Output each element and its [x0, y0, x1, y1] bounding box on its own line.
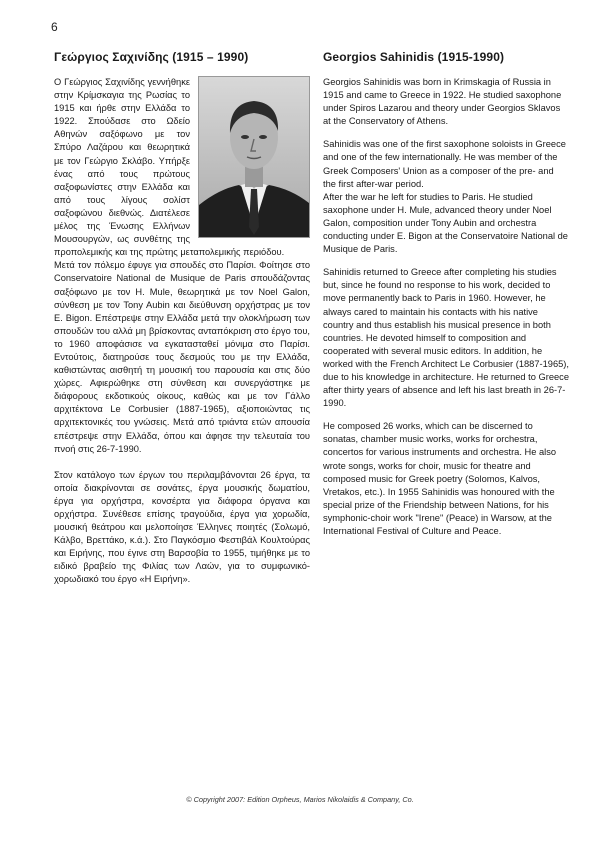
english-heading: Georgios Sahinidis (1915-1990): [323, 50, 505, 64]
english-paragraph-1: Georgios Sahinidis was born in Krimskagia of Russia in 1915 and came to Greece in 1922. He studied saxophone under Spiros Lazarou and theory under Georgios Sklavos at the Conservatory of Athens.: [323, 77, 562, 127]
english-paragraph-2: Sahinidis was one of the first saxophone soloists in Greece and one of the few internationally. He was member of the Greek Composers' Union as a composer of the pre- and the first after-war period.: [323, 139, 566, 189]
english-paragraph-5: He composed 26 works, which can be discerned to sonatas, chamber music works, works for orchestra, concertos for various instruments and orchestra. He also wrote songs, works for choir, music for theatre and composed music for Greek poetry (Solomos, Kalvos, Vretakos, etc.). In 1955 Sahinidis was honoured with the special prize of the Friendship between Nations, for his symphonic-choir work "Irene" (Peace) in Warsow, at the International Festival of Culture and Peace.: [323, 421, 557, 536]
english-column: [323, 50, 569, 538]
greek-intro: [54, 76, 310, 259]
greek-column: [54, 50, 310, 587]
greek-paragraph-2: Μετά τον πόλεμο έφυγε για σπουδές στο Παρίσι. Φοίτησε στο Conservatoire National de Musique de Paris σπουδάζοντας σαξόφωνο με τον H. Mule, θεωρητικά με τον Noel Galon, σύνθεση με τον Tony Aubin και διεύθυνση ορχήστρας με τον E. Bigon. Επέστρεψε στην Ελλάδα μετά την ολοκλήρωση των σπουδών του αλλά μη βρίσκοντας ανταπόκριση στο έργο του, το 1960 αποφάσισε να εγκατασταθεί μόνιμα στο Παρίσι. Εντούτοις, διατηρούσε τους δεσμούς του με την Ελλάδα, καθιστώντας αισθητή τη μουσική του παρουσία και στις δύο χώρες. Αφιερώθηκε στη σύνθεση και συνεργάστηκε με διάφορους εκδοτικούς οίκους, καθώς και με τον Γάλλο αρχιτέκτονα Le Corbusier (1887-1965), αξιοποιώντας τις αρχιτεκτονικές του γνώσεις. Μετά από τριάντα ετών απουσία επέστρεψε στην Ελλάδα, όπου και άφησε την τελευταία του πνοή στις 26-7-1990.: [54, 260, 310, 454]
page-number: 6: [51, 20, 58, 34]
english-paragraph-4: Sahinidis returned to Greece after completing his studies but, since he found no response to his work, decided to move permanently back to Paris in 1960. However, he always cared to maintain his contacts with his native country and thus establish his musical presence in both countries. He devoted himself to composition and cooperated with several music editors. In addition, he worked with the French Architect Le Corbusier (1887-1965), due to his knowledge in architecture. He returned to Greece after thirty years of absence and left his last breath in 26-7-1990.: [323, 267, 569, 409]
greek-paragraph-3: Στον κατάλογο των έργων του περιλαμβάνονται 26 έργα, τα οποία διακρίνονται σε σονάτες, έργα μουσικής δωματίου, έργα για ορχήστρα, κονσέρτα για διάφορα όργανα και ορχήστρα. Συνέθεσε επίσης τραγούδια, έργα για χορωδία, μουσική θεάτρου και μελοποίησε Έλληνες ποιητές (Σολωμό, Κάλβο, Βρεττάκο, κ.ά.). Στο Παγκόσμιο Φεστιβάλ Κουλτούρας και Ειρήνης, που έγινε στη Βαρσοβία το 1955, τιμήθηκε με το ειδικό βραβείο της Φιλίας των Λαών, για το συμφωνικό-χορωδιακό του έργο «Η Ειρήνη».: [54, 469, 310, 585]
copyright-notice: © Copyright 2007: Edition Orpheus, Marios Nikolaidis & Company, Co.: [186, 795, 414, 804]
greek-paragraph-1: Ο Γεώργιος Σαχινίδης γεννήθηκε στην Κρίμσκαγια της Ρωσίας το 1915 και ήρθε στην Ελλάδα το 1922. Σπούδασε στο Ωδείο Αθηνών σαξόφωνο με τον Σπύρο Λαζάρου και θεωρητικά με τον Γεώργιο Σκλάβο. Υπήρξε ένας από τους πρώτους σαξοφωνίστες στην Ελλάδα και από τους λίγους σολίστ σαξοφώνου διεθνώς. Διατέλεσε μέλος της Ένωσης Ελλήνων Μουσουργών, ως συνθέτης της προπολεμικής και της πρώτης μεταπολεμικής περιόδου.: [54, 77, 285, 258]
portrait-photo: [198, 76, 310, 238]
english-paragraph-3: After the war he left for studies to Paris. He studied saxophone under H. Mule, advanced theory under Noel Galon, composition under Tony Aubin and orchestra conducting under E. Bigon at the Conservatoire National de Musique de Paris.: [323, 191, 568, 255]
greek-heading: Γεώργιος Σαχινίδης (1915 – 1990): [54, 50, 249, 64]
